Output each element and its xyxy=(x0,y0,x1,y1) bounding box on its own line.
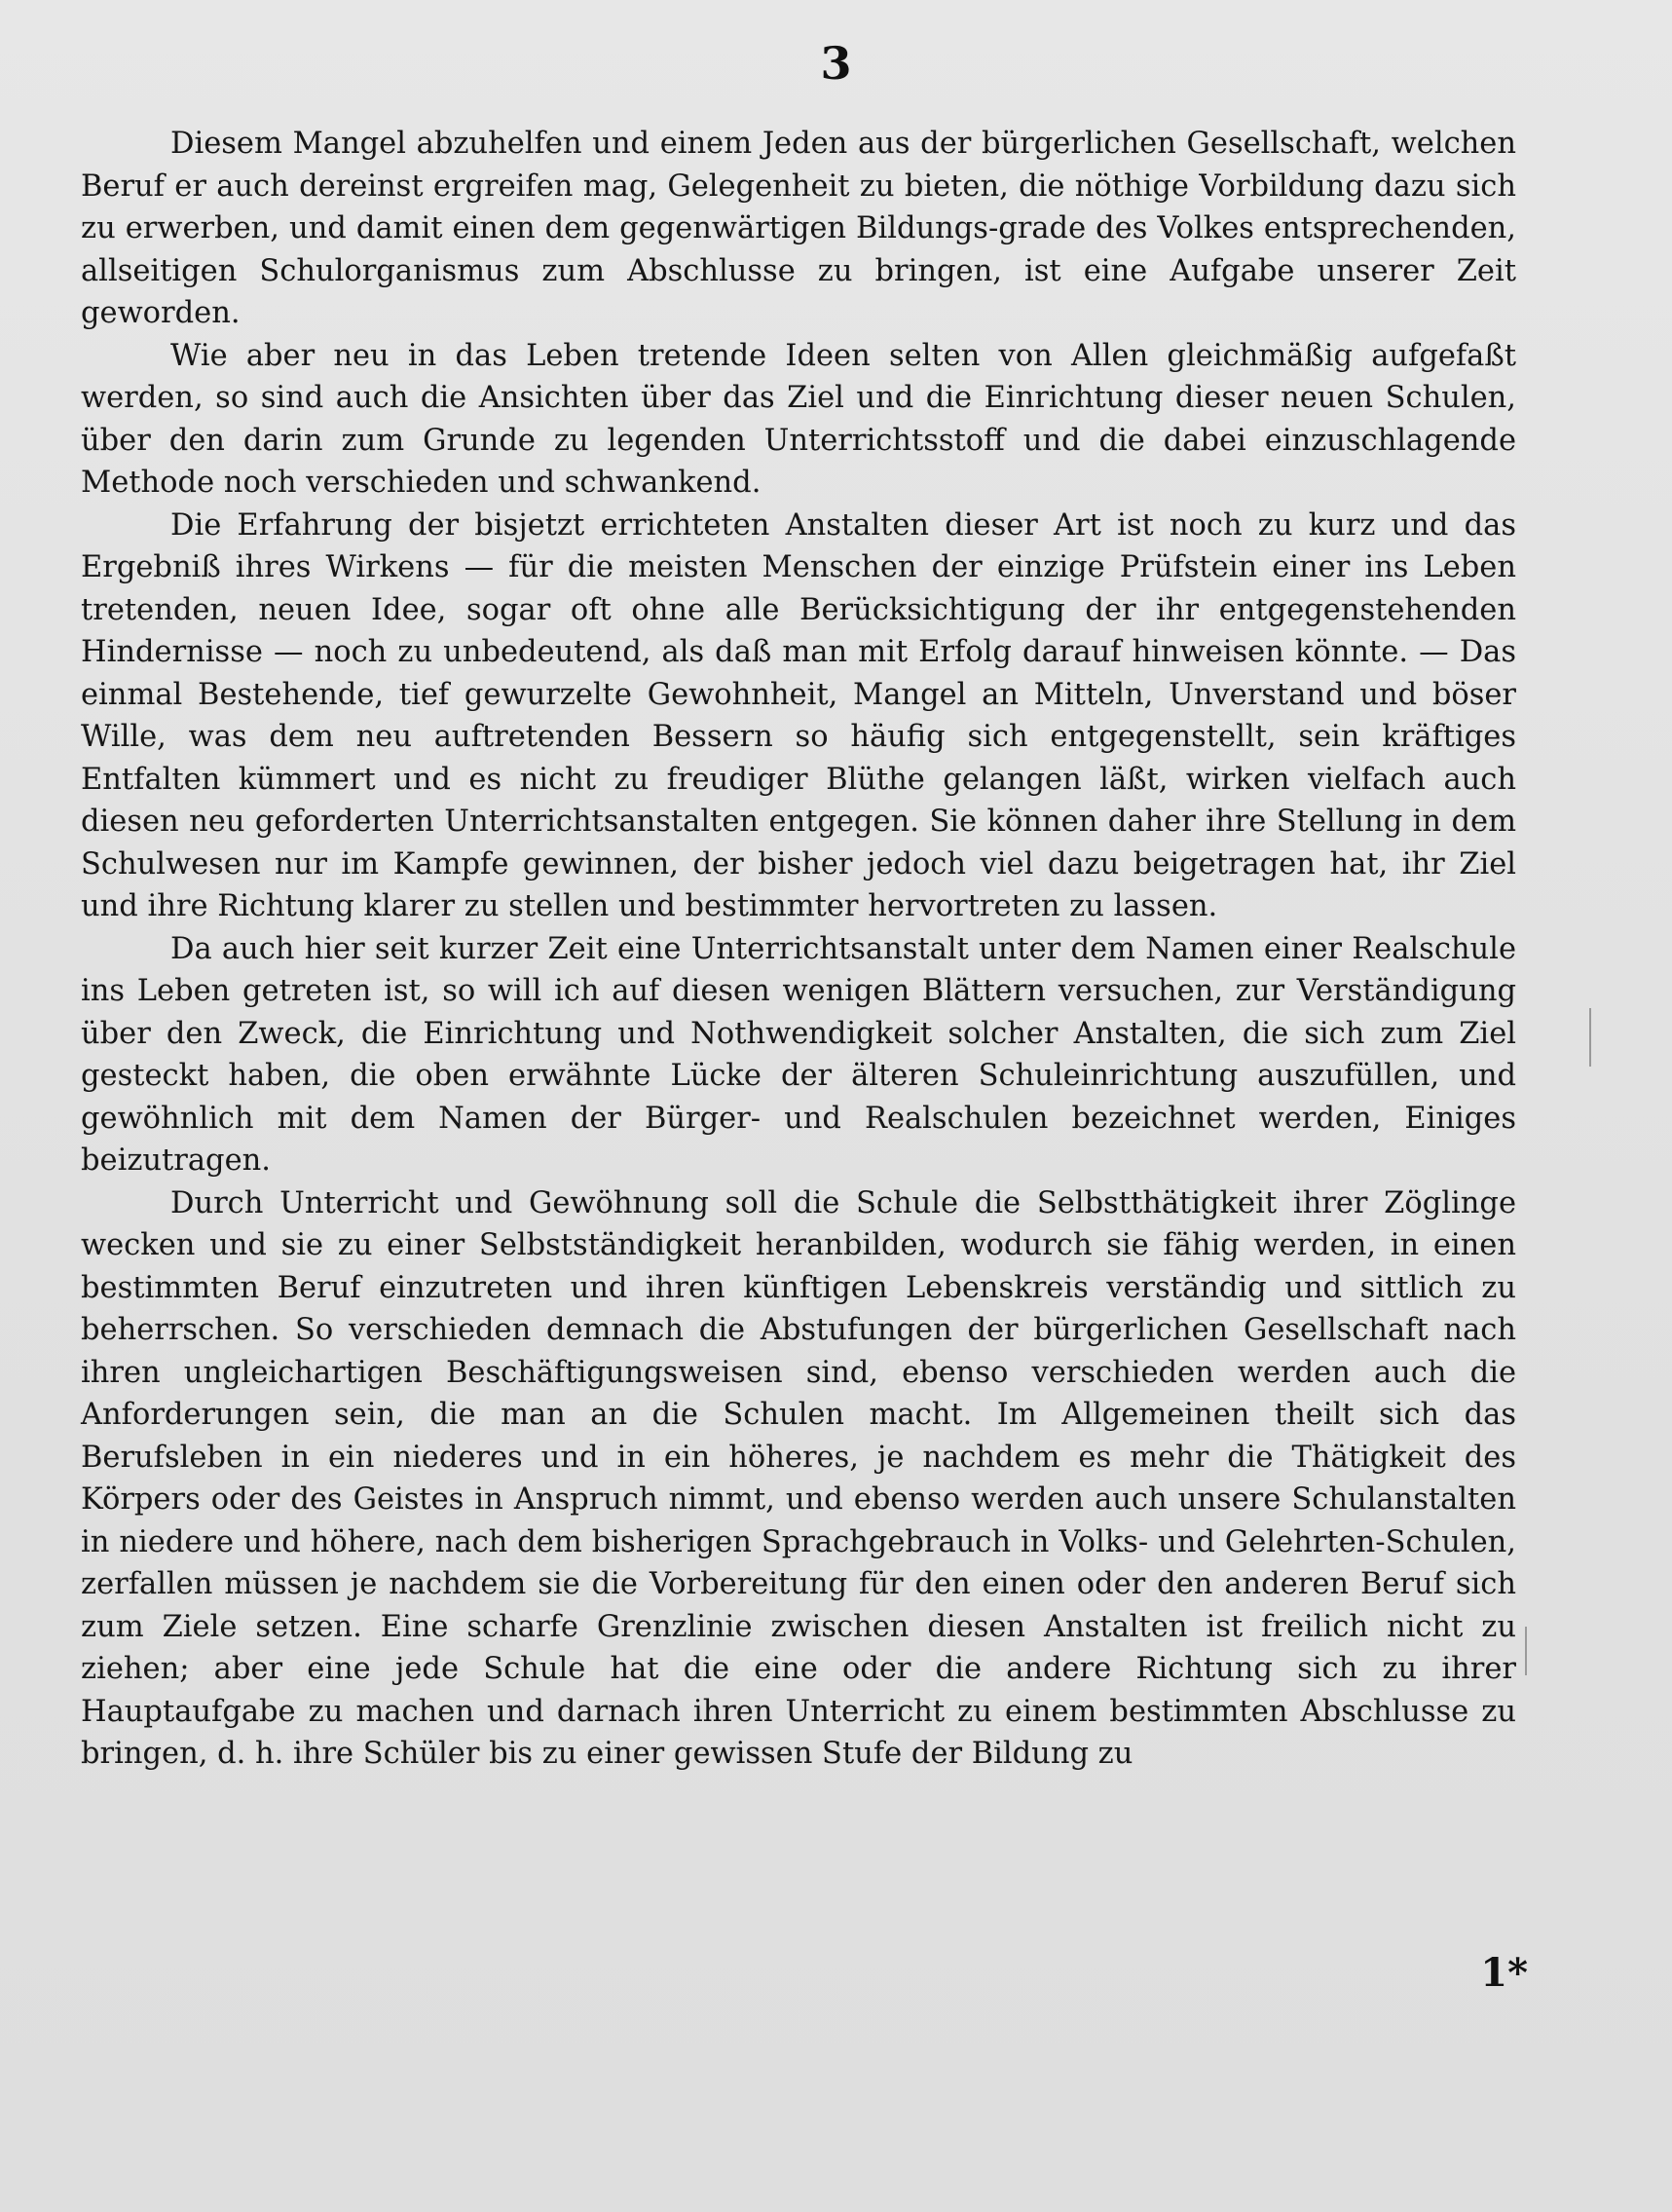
paragraph-4: Da auch hier seit kurzer Zeit eine Unterrichtsanstalt unter dem Namen einer Realschule ins Leben getreten ist, so will ich auf diesen wenigen Blättern versuchen, zur Verständigung über den Zweck, die Einrichtung und Nothwendigkeit solcher Anstalten, die sich zum Ziel gesteckt haben, die oben erwähnte Lücke der älteren Schuleinrichtung auszufüllen, und gewöhnlich mit dem Namen der Bürger- und Realschulen bezeichnet werden, Einiges beizutragen. xyxy=(81,931,1516,1178)
margin-line-mark xyxy=(1525,1627,1527,1675)
paragraph-2: Wie aber neu in das Leben tretende Ideen selten von Allen gleichmäßig aufgefaßt werden, so sind auch die Ansichten über das Ziel und die Einrichtung dieser neuen Schulen, über den darin zum Grunde zu legenden Unterrichtsstoff und die dabei einzuschlagende Methode noch verschieden und schwankend. xyxy=(81,338,1516,500)
body-text xyxy=(81,123,1516,1776)
signature-mark: 1* xyxy=(1480,1950,1528,1996)
margin-line-mark xyxy=(1589,1008,1591,1067)
paragraph-5: Durch Unterricht und Gewöhnung soll die Schule die Selbstthätigkeit ihrer Zöglinge wecken und sie zu einer Selbstständigkeit heranbilden, wodurch sie fähig werden, in einen bestimmten Beruf einzutreten und ihren künftigen Lebenskreis verständig und sittlich zu beherrschen. So verschieden demnach die Abstufungen der bürgerlichen Gesellschaft nach ihren ungleichartigen Beschäftigungsweisen sind, ebenso verschieden werden auch die Anforderungen sein, die man an die Schulen macht. Im Allgemeinen theilt sich das Berufsleben in ein niederes und in ein höheres, je nachdem es mehr die Thätigkeit des Körpers oder des Geistes in Anspruch nimmt, und ebenso werden auch unsere Schulanstalten in niedere und höhere, nach dem bisherigen Sprachgebrauch in Volks- und Gelehrten-Schulen, zerfallen müssen je nachdem sie die Vorbereitung für den einen oder den anderen Beruf sich zum Ziele setzen. Eine scharfe Grenzlinie zwischen diesen Anstalten ist freilich nicht zu ziehen; aber eine jede Schule hat die eine oder die andere Richtung sich zu ihrer Hauptaufgabe zu machen und darnach ihren Unterricht zu einem bestimmten Abschlusse zu bringen, d. h. ihre Schüler bis zu einer gewissen Stufe der Bildung zu xyxy=(81,1185,1516,1771)
paragraph-3: Die Erfahrung der bisjetzt errichteten Anstalten dieser Art ist noch zu kurz und das Ergebniß ihres Wirkens — für die meisten Menschen der einzige Prüfstein einer ins Leben tretenden, neuen Idee, sogar oft ohne alle Berücksichtigung der ihr entgegenstehenden Hindernisse — noch zu unbedeutend, als daß man mit Erfolg darauf hinweisen könnte. — Das einmal Bestehende, tief gewurzelte Gewohnheit, Mangel an Mitteln, Unverstand und böser Wille, was dem neu auftretenden Bessern so häufig sich entgegenstellt, sein kräftiges Entfalten kümmert und es nicht zu freudiger Blüthe gelangen läßt, wirken vielfach auch diesen neu geforderten Unterrichtsanstalten entgegen. Sie können daher ihre Stellung in dem Schulwesen nur im Kampfe gewinnen, der bisher jedoch viel dazu beigetragen hat, ihr Ziel und ihre Richtung klarer zu stellen und bestimmter hervortreten zu lassen. xyxy=(81,507,1516,923)
paragraph-1: Diesem Mangel abzuhelfen und einem Jeden aus der bürgerlichen Gesellschaft, welchen Beruf er auch dereinst ergreifen mag, Gelegenheit zu bieten, die nöthige Vorbildung dazu sich zu erwerben, und damit einen dem gegenwärtigen Bildungs-grade des Volkes entsprechenden, allseitigen Schulorganismus zum Abschlusse zu bringen, ist eine Aufgabe unserer Zeit geworden. xyxy=(81,127,1516,330)
page-number: 3 xyxy=(820,37,852,90)
